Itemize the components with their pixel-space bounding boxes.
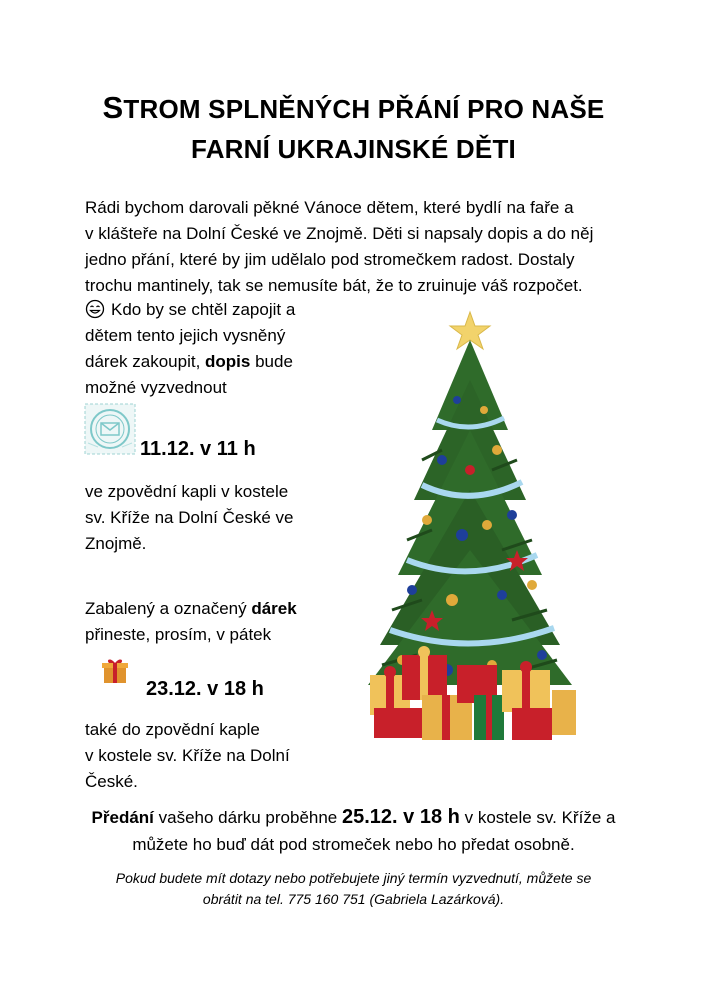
place-line: také do zpovědní kaple: [85, 720, 260, 739]
contact-note: [80, 868, 627, 910]
smiley-icon: [85, 299, 105, 319]
note-line: Pokud budete mít dotazy nebo potřebujete jiný termín vyzvednutí, můžete se: [115, 870, 592, 886]
gift-line: Zabalený a označený dárek: [85, 599, 297, 618]
handover-line-1: Předání vašeho dárku proběhne 25.12. v 18 h v kostele sv. Kříže a: [91, 806, 616, 828]
title-initial: S: [102, 90, 124, 125]
pickup-paragraph: [85, 297, 325, 401]
christmas-tree-illustration: [362, 310, 580, 750]
gift-icon: [100, 655, 130, 685]
intro-line: v klášteře na Dolní České ve Znojmě. Děti si napsaly dopis a do něj: [85, 224, 594, 243]
place-line: České.: [85, 772, 138, 791]
place-line: Znojmě.: [85, 534, 147, 553]
gift-date: 23.12. v 18 h: [146, 678, 264, 700]
title-line-2: FARNÍ UKRAJINSKÉ DĚTI: [191, 134, 516, 164]
pickup-place: [85, 479, 335, 557]
pickup-line: možné vyzvednout: [85, 378, 227, 397]
note-line: obrátit na tel. 775 160 751 (Gabriela Lazárková).: [202, 891, 505, 907]
place-line: v kostele sv. Kříže na Dolní: [85, 746, 290, 765]
pickup-date: 11.12. v 11 h: [140, 438, 256, 460]
intro-line: Rádi bychom darovali pěkné Vánoce dětem, které bydlí na faře a: [85, 198, 574, 217]
handover-line-2: můžete ho buď dát pod stromeček nebo ho předat osobně.: [132, 835, 575, 854]
title-line-1: [0, 88, 707, 129]
place-line: ve zpovědní kapli v kostele: [85, 482, 289, 501]
gift-paragraph: [85, 596, 335, 648]
intro-line: trochu mantinely, tak se nemusíte bát, že to zruinuje váš rozpočet.: [85, 276, 583, 295]
place-line: sv. Kříže na Dolní České ve: [85, 508, 294, 527]
intro-line: jedno přání, které by jim udělalo pod stromečkem radost. Dostaly: [85, 250, 575, 269]
handover-date: 25.12. v 18 h: [342, 806, 460, 828]
pickup-line: dárek zakoupit, dopis bude: [85, 352, 293, 371]
page-title: [0, 88, 707, 169]
intro-paragraph: [85, 195, 645, 299]
title-line-1-text: TROM SPLNĚNÝCH PŘÁNÍ PRO NAŠE: [123, 94, 605, 124]
postage-stamp-icon: [84, 403, 136, 455]
gift-place: [85, 717, 345, 795]
gift-line: přineste, prosím, v pátek: [85, 625, 272, 644]
pickup-line: dětem tento jejich vysněný: [85, 326, 286, 345]
pickup-line: Kdo by se chtěl zapojit a: [85, 297, 325, 323]
